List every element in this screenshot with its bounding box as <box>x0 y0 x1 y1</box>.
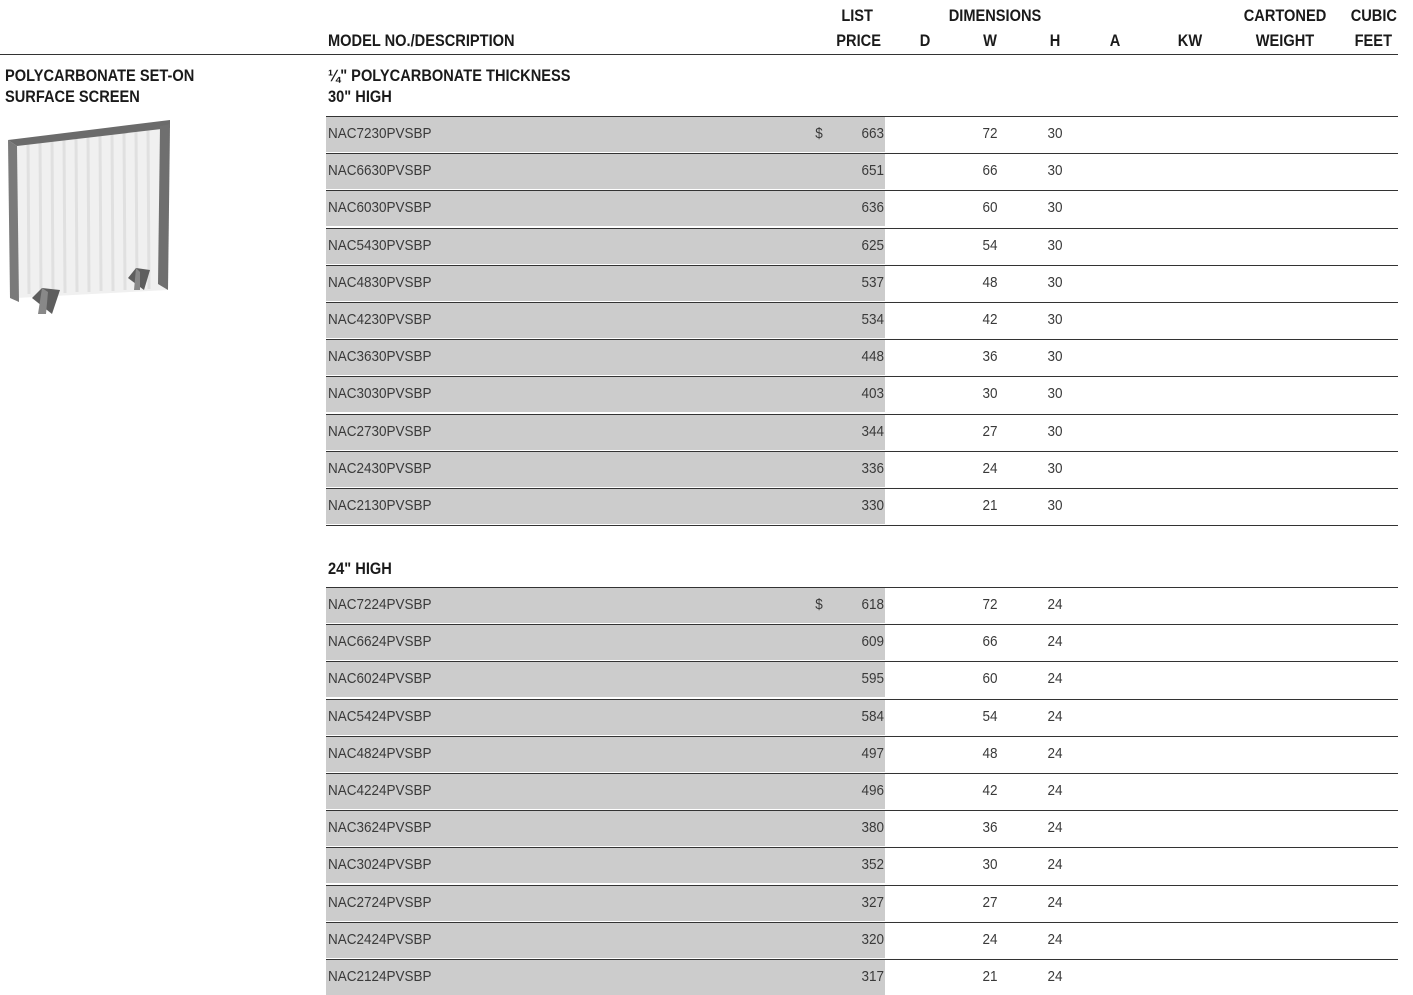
height-value: 24 <box>1047 819 1063 836</box>
model-number: NAC4224PVSBP <box>328 782 432 799</box>
width-value: 66 <box>982 162 998 179</box>
width-value: 48 <box>982 274 998 291</box>
table-row <box>0 885 1413 921</box>
height-value: 30 <box>1047 385 1063 402</box>
table-row <box>0 736 1413 772</box>
model-number: NAC5430PVSBP <box>328 237 432 254</box>
list-price: 403 <box>861 385 884 402</box>
width-value: 36 <box>982 819 998 836</box>
height-value: 24 <box>1047 856 1063 873</box>
height-value: 24 <box>1047 633 1063 650</box>
width-value: 42 <box>982 311 998 328</box>
table-row <box>0 302 1413 338</box>
section-1-heading-line-1: ¼" POLYCARBONATE THICKNESS <box>328 66 571 85</box>
list-price: 330 <box>861 497 884 514</box>
section-1-end-divider <box>326 525 1398 526</box>
model-number: NAC6624PVSBP <box>328 633 432 650</box>
currency-symbol: $ <box>815 596 823 613</box>
width-value: 66 <box>982 633 998 650</box>
list-price: 327 <box>861 894 884 911</box>
width-value: 21 <box>982 968 998 985</box>
width-value: 54 <box>982 237 998 254</box>
table-row <box>0 228 1413 264</box>
table-row <box>0 661 1413 697</box>
list-price: 534 <box>861 311 884 328</box>
list-price: 625 <box>861 237 884 254</box>
model-number: NAC3030PVSBP <box>328 385 432 402</box>
model-number: NAC2130PVSBP <box>328 497 432 514</box>
width-value: 42 <box>982 782 998 799</box>
price-header: PRICE <box>836 31 881 50</box>
height-value: 24 <box>1047 894 1063 911</box>
dimensions-header: DIMENSIONS <box>948 6 1042 25</box>
table-row <box>0 451 1413 487</box>
amps-header: A <box>1109 31 1121 50</box>
list-price: 651 <box>861 162 884 179</box>
model-description-header: MODEL NO./DESCRIPTION <box>328 31 515 50</box>
list-price: 636 <box>861 199 884 216</box>
model-number: NAC4230PVSBP <box>328 311 432 328</box>
list-price: 352 <box>861 856 884 873</box>
model-number: NAC6630PVSBP <box>328 162 432 179</box>
height-value: 24 <box>1047 670 1063 687</box>
height-value: 24 <box>1047 708 1063 725</box>
model-number: NAC2124PVSBP <box>328 968 432 985</box>
cartoned-header: CARTONED <box>1243 6 1327 25</box>
height-value: 30 <box>1047 274 1063 291</box>
list-price: 609 <box>861 633 884 650</box>
cubic-header: CUBIC <box>1350 6 1397 25</box>
table-row <box>0 959 1413 995</box>
table-row <box>0 339 1413 375</box>
model-number: NAC4830PVSBP <box>328 274 432 291</box>
feet-header: FEET <box>1354 31 1392 50</box>
width-header: W <box>983 31 997 50</box>
table-row <box>0 116 1413 152</box>
list-price: 496 <box>861 782 884 799</box>
height-value: 30 <box>1047 311 1063 328</box>
height-header: H <box>1049 31 1061 50</box>
list-price: 584 <box>861 708 884 725</box>
list-price: 448 <box>861 348 884 365</box>
model-number: NAC6024PVSBP <box>328 670 432 687</box>
model-number: NAC3630PVSBP <box>328 348 432 365</box>
table-row <box>0 699 1413 735</box>
table-row <box>0 624 1413 660</box>
width-value: 72 <box>982 596 998 613</box>
table-row <box>0 190 1413 226</box>
height-value: 30 <box>1047 162 1063 179</box>
height-value: 30 <box>1047 423 1063 440</box>
kw-header: KW <box>1177 31 1203 50</box>
width-value: 30 <box>982 385 998 402</box>
table-row <box>0 773 1413 809</box>
list-price: 380 <box>861 819 884 836</box>
height-value: 24 <box>1047 931 1063 948</box>
height-value: 30 <box>1047 348 1063 365</box>
model-number: NAC7230PVSBP <box>328 125 432 142</box>
model-number: NAC4824PVSBP <box>328 745 432 762</box>
list-price: 320 <box>861 931 884 948</box>
list-price: 595 <box>861 670 884 687</box>
height-value: 24 <box>1047 596 1063 613</box>
section-2-heading: 24" HIGH <box>328 559 392 578</box>
table-row <box>0 376 1413 412</box>
table-row <box>0 414 1413 450</box>
height-value: 30 <box>1047 237 1063 254</box>
table-row <box>0 922 1413 958</box>
list-price: 663 <box>861 125 884 142</box>
product-title-line-2: SURFACE SCREEN <box>5 87 140 106</box>
width-value: 21 <box>982 497 998 514</box>
width-value: 24 <box>982 460 998 477</box>
table-row <box>0 488 1413 524</box>
currency-symbol: $ <box>815 125 823 142</box>
table-row <box>0 153 1413 189</box>
model-number: NAC5424PVSBP <box>328 708 432 725</box>
width-value: 27 <box>982 894 998 911</box>
table-row <box>0 810 1413 846</box>
height-value: 24 <box>1047 745 1063 762</box>
list-price: 344 <box>861 423 884 440</box>
table-row <box>0 847 1413 883</box>
width-value: 27 <box>982 423 998 440</box>
height-value: 30 <box>1047 199 1063 216</box>
model-number: NAC3624PVSBP <box>328 819 432 836</box>
section-1-heading-line-2: 30" HIGH <box>328 87 392 106</box>
width-value: 48 <box>982 745 998 762</box>
table-row <box>0 265 1413 301</box>
model-number: NAC6030PVSBP <box>328 199 432 216</box>
model-number: NAC7224PVSBP <box>328 596 432 613</box>
list-price: 336 <box>861 460 884 477</box>
model-number: NAC2424PVSBP <box>328 931 432 948</box>
header-divider <box>0 54 1398 55</box>
height-value: 30 <box>1047 497 1063 514</box>
list-header: LIST <box>841 6 873 25</box>
product-title-line-1: POLYCARBONATE SET-ON <box>5 66 195 85</box>
width-value: 54 <box>982 708 998 725</box>
list-price: 618 <box>861 596 884 613</box>
width-value: 72 <box>982 125 998 142</box>
height-value: 30 <box>1047 460 1063 477</box>
list-price: 537 <box>861 274 884 291</box>
width-value: 60 <box>982 670 998 687</box>
model-number: NAC2730PVSBP <box>328 423 432 440</box>
table-row <box>0 587 1413 623</box>
width-value: 24 <box>982 931 998 948</box>
weight-header: WEIGHT <box>1255 31 1315 50</box>
model-number: NAC3024PVSBP <box>328 856 432 873</box>
height-value: 30 <box>1047 125 1063 142</box>
height-value: 24 <box>1047 968 1063 985</box>
list-price: 497 <box>861 745 884 762</box>
model-number: NAC2430PVSBP <box>328 460 432 477</box>
height-value: 24 <box>1047 782 1063 799</box>
list-price: 317 <box>861 968 884 985</box>
model-number: NAC2724PVSBP <box>328 894 432 911</box>
width-value: 60 <box>982 199 998 216</box>
width-value: 36 <box>982 348 998 365</box>
width-value: 30 <box>982 856 998 873</box>
depth-header: D <box>919 31 931 50</box>
